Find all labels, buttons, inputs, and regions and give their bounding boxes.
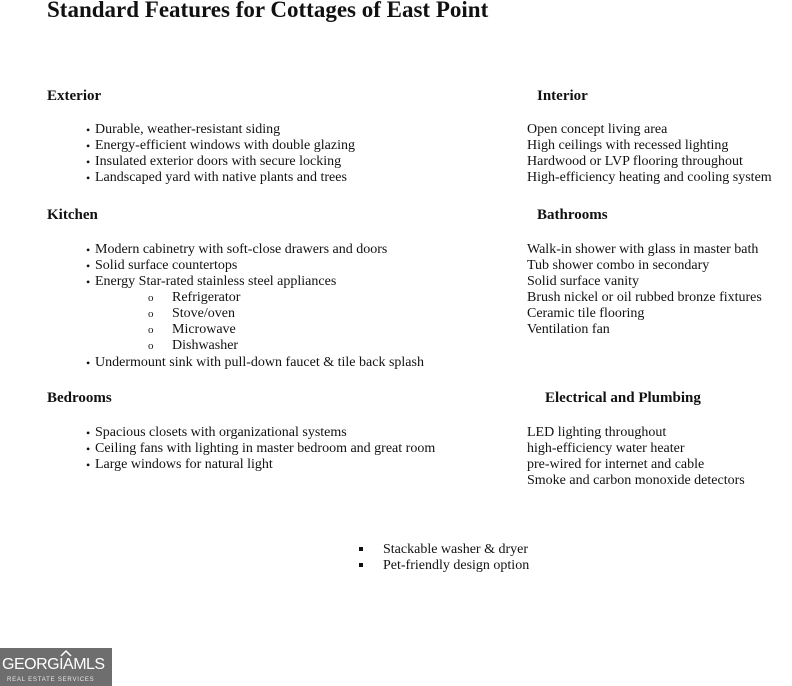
electrical-heading: Electrical and Plumbing [545, 390, 701, 406]
list-item: High-efficiency heating and cooling system [527, 170, 772, 185]
list-item: Hardwood or LVP flooring throughout [527, 154, 743, 169]
list-item: • Modern cabinetry with soft-close drawers and doors [86, 242, 387, 258]
interior-heading: Interior [537, 88, 588, 104]
sub-list-item: o Microwave [148, 322, 240, 338]
list-item: Pet-friendly design option [359, 558, 529, 574]
bathrooms-heading: Bathrooms [537, 207, 608, 223]
list-item: • Spacious closets with organizational systems [86, 425, 435, 441]
list-item: High ceilings with recessed lighting [527, 138, 729, 153]
list-item: • Landscaped yard with native plants and trees [86, 170, 355, 186]
kitchen-heading: Kitchen [47, 207, 98, 223]
list-item: Walk-in shower with glass in master bath [527, 242, 759, 257]
list-item: Tub shower combo in secondary [527, 258, 710, 273]
list-item: pre-wired for internet and cable [527, 457, 705, 472]
exterior-list [86, 122, 355, 186]
list-item: Smoke and carbon monoxide detectors [527, 473, 745, 488]
logo-brand-right: MLS [73, 656, 105, 673]
sub-list-item: o Dishwasher [148, 338, 240, 354]
bedrooms-list [86, 425, 435, 473]
list-item: Open concept living area [527, 122, 668, 137]
appliance-sublist [148, 290, 240, 354]
list-item: Ventilation fan [527, 322, 610, 337]
bedrooms-heading: Bedrooms [47, 390, 112, 406]
list-item: • Solid surface countertops [86, 258, 387, 274]
logo-wordmark [2, 656, 105, 674]
list-item: • Ceiling fans with lighting in master bedroom and great room [86, 441, 435, 457]
electrical-list [527, 425, 745, 489]
list-item: Solid surface vanity [527, 274, 639, 289]
kitchen-list [86, 242, 387, 290]
georgia-mls-logo [0, 648, 112, 686]
list-item: • Undermount sink with pull-down faucet & tile back splash [86, 355, 424, 371]
extras-list [359, 542, 529, 574]
list-item: • Energy Star-rated stainless steel appliances [86, 274, 387, 290]
exterior-heading: Exterior [47, 88, 102, 104]
list-item: Brush nickel or oil rubbed bronze fixtures [527, 290, 762, 305]
list-item: LED lighting throughout [527, 425, 667, 440]
kitchen-list-bottom [86, 355, 424, 371]
list-item: Stackable washer & dryer [359, 542, 529, 558]
list-item: • Insulated exterior doors with secure locking [86, 154, 355, 170]
logo-tagline: REAL ESTATE SERVICES [7, 677, 95, 683]
list-item: • Energy-efficient windows with double glazing [86, 138, 355, 154]
list-item: Ceramic tile flooring [527, 306, 645, 321]
list-item: • Durable, weather-resistant siding [86, 122, 355, 138]
logo-brand-left: GEORGIA [2, 656, 74, 673]
bathrooms-list [527, 242, 762, 338]
list-item: • Large windows for natural light [86, 457, 435, 473]
sub-list-item: o Stove/oven [148, 306, 240, 322]
interior-list [527, 122, 772, 186]
page-title: Standard Features for Cottages of East Point [47, 0, 489, 22]
sub-list-item: o Refrigerator [148, 290, 240, 306]
list-item: high-efficiency water heater [527, 441, 685, 456]
